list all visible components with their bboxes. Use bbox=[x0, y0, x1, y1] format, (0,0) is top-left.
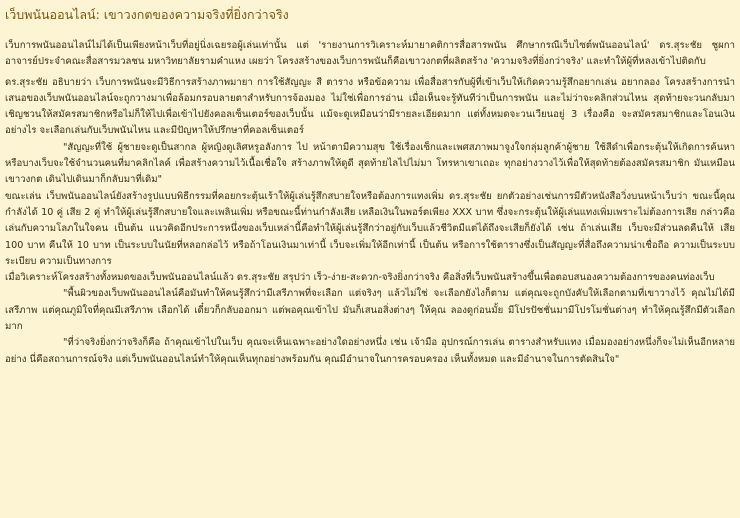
page-title: เว็บพนันออนไลน์: เขาวงกตของความจริงที่ยิ่งกว่าจริง bbox=[5, 7, 289, 22]
paragraph-quote-reality: "ที่ว่าจริงยิ่งกว่าจริงก็คือ ถ้าคุณเข้าไปในเว็บ คุณจะเห็นเฉพาะอย่างใดอย่างหนึ่ง เช่น เจ้ามือ อุปกรณ์การเล่น ตารางสำหรับแทง เมื่อมองอย่างหนึ่งก็จะไม่เห็นอีกหลายอย่าง นี่คือสถานการณ์จริง แต่เว็บพนันออนไลน์ทำให้คุณเห็นทุกอย่างพร้อมกัน คุณมีอำนาจในการครอบครอง เห็นทั้งหมด และมีอำนาจในการตัดสินใจ" bbox=[5, 337, 735, 365]
paragraph-structure: ดร.สุระชัย อธิบายว่า เว็บการพนันจะมีวิธีการสร้างภาพมายา การใช้สัญญะ สี ตาราง หรือข้อความ เพื่อสื่อสารกับผู้ที่เข้าเว็บให้เกิดความรู้สึกอยากเล่น อยากลอง โครงสร้างการนำเสนอของเว็บพนันออนไลน์จะถูกวางมาเพื่อล้อมกรอบลายตาสำหรับการจ้องมอง ไม่ใช่เพื่อการอ่าน เมื่อเห็นจะรู้ทันทีว่าเป็นการพนัน และไม่ว่าจะคลิกส่วนไหน สุดท้ายจะวนกลับมาเชิญชวนให้สมัครสมาชิกหรือไม่ก็ให้ไปเพื่อเข้าไปยังคอลเซ็นเตอร์ของเว็บนั้น แม้จะดูเหมือนว่ามีรายละเอียดมาก แต่ทั้งหมดจะวนเวียนอยู่ 3 เรื่องคือ จะสมัครสมาชิกและโอนเงินอย่างไร จะเลือกเล่นกับเว็บพนันไหน และมีปัญหาให้ปรึกษาที่คอลเซ็นเตอร์ bbox=[5, 76, 735, 137]
article-body bbox=[5, 38, 735, 368]
paragraph-intro: เว็บการพนันออนไลน์ไม่ได้เป็นเพียงหน้าเว็บที่อยู่นิ่งเฉยรอผู้เล่นเท่านั้น แต่ 'รายงานการวิเคราะห์มายาคติการสื่อสารพนัน ศึกษากรณีเว็บไซต์พนันออนไลน์' ดร.สุระชัย ชูผกา อาจารย์ประจำคณะสื่อสารมวลชน มหาวิทยาลัยรามคำแหง เผยว่า โครงสร้างของเว็บการพนันก็คือเขาวงกตที่ผลิตสร้าง 'ความจริงที่ยิ่งกว่าจริง' และทำให้ผู้ที่หลงเข้าไปติดกับ bbox=[5, 40, 735, 68]
paragraph-quote-freedom: "พื้นผิวของเว็บพนันออนไลน์คือมันทำให้คนรู้สึกว่ามีเสรีภาพที่จะเลือก แต่จริงๆ แล้วไม่ใช่ จะเลือกยังไงก็ตาม แต่คุณจะถูกบังคับให้เลือกตามที่เขาวางไว้ คุณไม่ได้มีเสรีภาพ แต่คุณภูมิใจที่คุณมีเสรีภาพ เลือกได้ เดี๋ยวก็กลับออกมา แต่พอคุณเข้าไป มันก็เสนอสิ่งต่างๆ ให้คุณ ลองดูก่อนมั้ย มีโปรปัชชั่นมามีโปรโมชั่นต่างๆ ทำให้คุณรู้สึกมีตัวเลือกมาก bbox=[5, 288, 735, 333]
paragraph-conclusion: เมื่อวิเคราะห์โครงสร้างทั้งหมดของเว็บพนันออนไลน์แล้ว ดร.สุระชัย สรุปว่า เร็ว-ง่าย-สะดวก-จริงยิ่งกว่าจริง คือสิ่งที่เว็บพนันสร้างขึ้นเพื่อตอบสนองความต้องการของคนท่องเว็บ bbox=[5, 272, 715, 284]
paragraph-quote-symbols: "สัญญะที่ใช้ ผู้ชายจะดูเป็นสากล ผู้หญิงดูเลิศหรูอลังการ ไป หน้าตามีความสุข ใช้เรื่องเซ็กและเพศสภาพมาจูงใจกลุ่มลูกค้าผู้ชาย ใช้สีดำเพื่อกระตุ้นให้เกิดการค้นหา หรือบางเว็บจะใช้จำนวนคนที่มาคลิกไลค์ เพื่อสร้างความไว้เนื้อเชื่อใจ สร้างภาพให้ดูดี สุดท้ายไลไปไม่มา โทรหาเขาเถอะ ทุกอย่างวางไว้เพื่อให้สุดท้ายต้องสมัครสมาชิก มันเหมือนเขาวงกต เดินไปเดินมาก็กลับมาที่เดิม" bbox=[5, 141, 735, 186]
paragraph-rituals: ขณะเล่น เว็บพนันออนไลน์ยังสร้างรูปแบบพิธีกรรมที่คอยกระตุ้นเร้าให้ผู้เล่นรู้สึกสบายใจหรือต้องการแทงเพิ่ม ดร.สุระชัย ยกตัวอย่างเช่นการมีตัวหนังสือวิ่งบนหน้าเว็บว่า ขณะนี้คุณกำลังได้ 10 คู่ เสีย 2 คู่ ทำให้ผู้เล่นรู้สึกสบายใจและเพลินเพิ่ม หรือขณะนี้ท่านกำลังเสีย เหลือเงินในพอร์ตเพียง XXX บาท ซึ่งจะกระตุ้นให้ผู้เล่นแทงเพิ่มเพราะไม่ต้องการเสีย กล่าวคือเล่นกับความโลภในใจคน เป็นต้น แนวคิดอีกประการหนึ่งของเว็บเหล่านี้คือทำให้ผู้เล่นรู้สึกว่าอยู่กับเว็บแล้วชีวิตมีแต่ได้ถึงจะเสียก็ยังได้ เช่น ถ้าเล่นเสีย เว็บจะมีส่วนลดคืนให้ เสีย 100 บาท คืนให้ 10 บาท เป็นระบบในนัยที่หลอกล่อไว้ หรือถ้าโอนเงินมาเท่านี้ เว็บจะเพิ่มให้อีกเท่านี้ เป็นต้น หรือการใช้ตารางซึ่งเป็นสัญญะที่สื่อถึงความน่าเชื่อถือ ความเป็นระบบระเบียบ ความเป็นทางการ bbox=[5, 190, 735, 267]
